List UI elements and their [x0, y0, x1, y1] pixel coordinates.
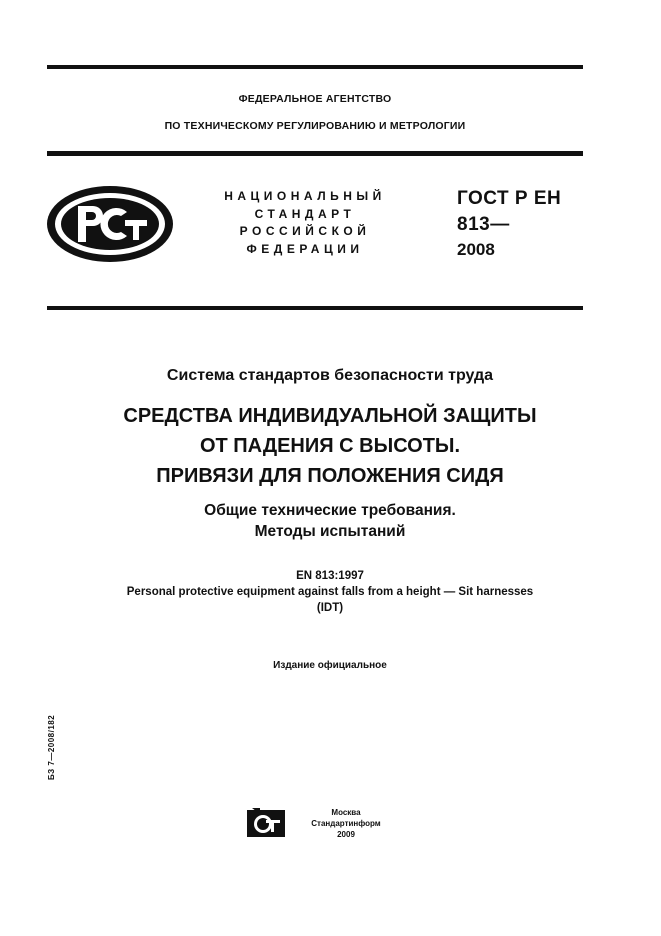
designation-year: 2008 — [457, 240, 495, 259]
series-title: Система стандартов безопасности труда — [166, 367, 494, 384]
designation-line-1: ГОСТ Р ЕН — [457, 188, 562, 209]
en-code: EN 813:1997 — [296, 570, 364, 582]
title-line-2: ОТ ПАДЕНИЯ С ВЫСОТЫ. — [199, 435, 461, 457]
national-line-2: СТАНДАРТ — [254, 207, 356, 221]
subtitle-line-2: Методы испытаний — [254, 523, 406, 540]
side-code: БЗ 7—2008/182 — [47, 714, 56, 780]
edition-label: Издание официальное — [273, 660, 387, 671]
subtitle-line-1: Общие технические требования. — [204, 502, 456, 519]
national-line-4: ФЕДЕРАЦИИ — [246, 242, 364, 256]
publisher-name: Стандартинформ — [311, 819, 381, 828]
agency-bottom-rule — [47, 151, 583, 156]
designation-line-2: 813— — [457, 214, 510, 235]
header-bottom-rule — [47, 306, 583, 310]
agency-line-1: ФЕДЕРАЛЬНОЕ АГЕНТСТВО — [238, 93, 392, 105]
title-line-3: ПРИВЯЗИ ДЛЯ ПОЛОЖЕНИЯ СИДЯ — [156, 465, 504, 487]
standartinform-logo-icon — [246, 806, 286, 838]
en-title: Personal protective equipment against falls from a height — Sit harnesses — [126, 586, 534, 598]
top-rule — [47, 65, 583, 69]
publisher-city: Москва — [331, 808, 361, 817]
gost-r-logo-icon — [45, 184, 175, 264]
agency-line-2: ПО ТЕХНИЧЕСКОМУ РЕГУЛИРОВАНИЮ И МЕТРОЛОГИИ — [164, 120, 466, 132]
publisher-year: 2009 — [337, 830, 355, 839]
en-equivalence: (IDT) — [316, 602, 344, 614]
national-line-1: НАЦИОНАЛЬНЫЙ — [224, 189, 386, 203]
national-line-3: РОССИЙСКОЙ — [239, 224, 371, 238]
title-line-1: СРЕДСТВА ИНДИВИДУАЛЬНОЙ ЗАЩИТЫ — [123, 405, 537, 427]
